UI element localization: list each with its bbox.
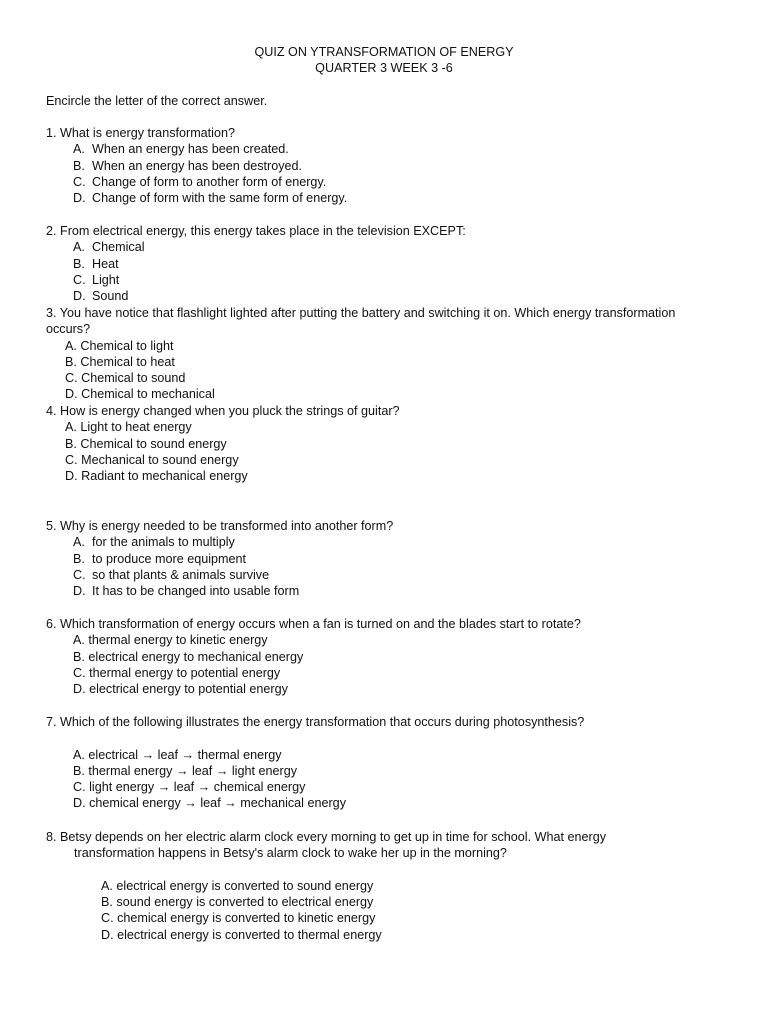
options-list bbox=[46, 239, 722, 304]
option-c: C. light energy → leaf → chemical energy bbox=[73, 780, 306, 795]
question-5 bbox=[46, 518, 722, 599]
question-stem: 2. From electrical energy, this energy takes place in the television EXCEPT: bbox=[46, 224, 466, 238]
option-b: B. Heat bbox=[73, 256, 119, 271]
options-list bbox=[46, 141, 722, 206]
question-stem-line-1: 8. Betsy depends on her electric alarm clock every morning to get up in time for school. What energy bbox=[46, 830, 606, 844]
option-c: C. thermal energy to potential energy bbox=[73, 665, 281, 680]
question-7 bbox=[46, 714, 722, 812]
options-list bbox=[46, 878, 722, 943]
question-6 bbox=[46, 616, 722, 697]
option-d: D. It has to be changed into usable form bbox=[73, 584, 300, 599]
option-b: B. Chemical to heat bbox=[65, 354, 175, 369]
title-line-1: QUIZ ON YTRANSFORMATION OF ENERGY bbox=[254, 45, 514, 59]
option-c: C. so that plants & animals survive bbox=[73, 567, 270, 582]
question-stem: 7. Which of the following illustrates the energy transformation that occurs during photosynthesis? bbox=[46, 715, 585, 729]
option-b: B. to produce more equipment bbox=[73, 551, 247, 566]
question-8 bbox=[46, 829, 722, 943]
options-list bbox=[46, 632, 722, 697]
options-list bbox=[46, 338, 722, 403]
question-3 bbox=[46, 305, 722, 403]
question-stem-line-2: transformation happens in Betsy's alarm clock to wake her up in the morning? bbox=[74, 846, 507, 861]
question-stem: 5. Why is energy needed to be transformed into another form? bbox=[46, 519, 394, 533]
instructions: Encircle the letter of the correct answer. bbox=[46, 94, 268, 108]
question-1 bbox=[46, 125, 722, 206]
quiz-title bbox=[0, 44, 768, 77]
option-a: A. Light to heat energy bbox=[65, 420, 192, 435]
question-stem: 4. How is energy changed when you pluck the strings of guitar? bbox=[46, 404, 400, 418]
options-list bbox=[46, 534, 722, 599]
option-a: A. electrical → leaf → thermal energy bbox=[73, 747, 282, 762]
option-a: A. When an energy has been created. bbox=[73, 142, 289, 157]
option-a: A. for the animals to multiply bbox=[73, 535, 235, 550]
option-d: D. electrical energy to potential energy bbox=[73, 682, 288, 697]
options-list bbox=[46, 747, 722, 812]
option-c: C. Light bbox=[73, 272, 120, 287]
option-d: D. Chemical to mechanical bbox=[65, 387, 215, 402]
option-a: A. Chemical bbox=[73, 240, 145, 255]
option-c: C. Mechanical to sound energy bbox=[65, 452, 239, 467]
question-2 bbox=[46, 223, 722, 304]
option-a: A. electrical energy is converted to sound energy bbox=[101, 878, 374, 893]
option-c: C. Change of form to another form of energy. bbox=[73, 174, 327, 189]
option-d: D. chemical energy → leaf → mechanical energy bbox=[73, 796, 346, 811]
option-d: D. Change of form with the same form of energy. bbox=[73, 191, 348, 206]
option-b: B. sound energy is converted to electrical energy bbox=[101, 895, 374, 910]
options-list bbox=[46, 419, 722, 484]
option-b: B. Chemical to sound energy bbox=[65, 436, 227, 451]
question-4 bbox=[46, 403, 722, 484]
question-stem: 6. Which transformation of energy occurs when a fan is turned on and the blades start to rotate? bbox=[46, 617, 581, 631]
option-d: D. Sound bbox=[73, 289, 129, 304]
question-stem: 1. What is energy transformation? bbox=[46, 126, 235, 140]
option-b: B. When an energy has been destroyed. bbox=[73, 158, 303, 173]
title-line-2: QUARTER 3 WEEK 3 -6 bbox=[315, 61, 453, 76]
option-c: C. chemical energy is converted to kinetic energy bbox=[101, 911, 376, 926]
option-c: C. Chemical to sound bbox=[65, 371, 186, 386]
option-d: D. electrical energy is converted to thermal energy bbox=[101, 927, 382, 942]
question-stem: 3. You have notice that flashlight lighted after putting the battery and switching it on. Which energy transformation occurs? bbox=[46, 306, 676, 337]
option-a: A. thermal energy to kinetic energy bbox=[73, 633, 268, 648]
option-d: D. Radiant to mechanical energy bbox=[65, 469, 248, 484]
option-b: B. thermal energy → leaf → light energy bbox=[73, 763, 297, 778]
option-b: B. electrical energy to mechanical energy bbox=[73, 649, 304, 664]
option-a: A. Chemical to light bbox=[65, 338, 174, 353]
